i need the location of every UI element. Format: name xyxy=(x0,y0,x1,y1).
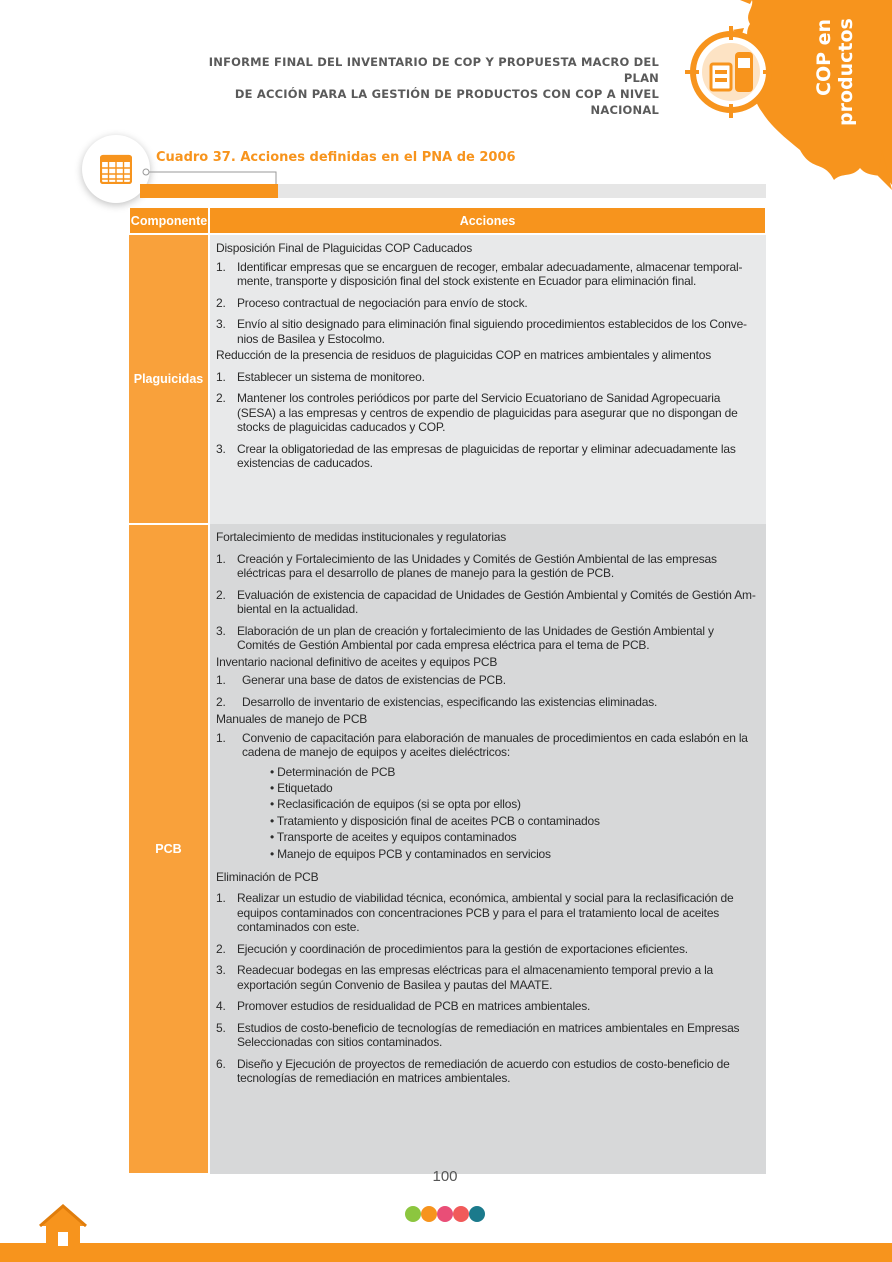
list-item: 1. Generar una base de datos de existencias de PCB. xyxy=(216,673,506,687)
bullet-item: • Tratamiento y disposición final de aceites PCB o contaminados xyxy=(270,813,600,828)
list-item: 2. Desarrollo de inventario de existencias, especificando las existencias eliminadas. xyxy=(216,694,658,709)
bullet-item: • Reclasificación de equipos (si se opta por ellos) xyxy=(270,797,521,812)
home-icon[interactable] xyxy=(38,1204,88,1246)
list-item: 3. Envío al sitio designado para eliminación final siguiendo procedimientos establecidos de los Conve-nios de Basilea y Estocolmo. xyxy=(216,317,747,346)
bullet-item: • Etiquetado xyxy=(270,780,333,795)
nav-dot xyxy=(453,1206,469,1222)
list-item: 5. Estudios de costo-beneficio de tecnologías de remediación en matrices ambientales en Empresas Seleccionadas con sitios contaminados. xyxy=(216,1020,740,1050)
list-item: 1. Establecer un sistema de monitoreo. xyxy=(216,369,425,384)
list-item: 2. Proceso contractual de negociación para envío de stock. xyxy=(216,295,528,310)
table-header-row xyxy=(129,208,766,234)
list-item: 1. Identificar empresas que se encarguen de recoger, embalar adecuadamente, almacenar temporal-mente, transporte y disposición final del stock existente en Ecuador para eliminación final. xyxy=(216,259,743,288)
section-title: Fortalecimiento de medidas institucionales y regulatorias xyxy=(216,530,507,544)
section-title: Reducción de la presencia de residuos de plaguicidas COP en matrices ambientales y alimentos xyxy=(216,348,711,362)
section-title: Inventario nacional definitivo de aceites y equipos PCB xyxy=(216,654,498,669)
nav-dot xyxy=(437,1206,453,1222)
list-item: 4. Promover estudios de residualidad de PCB en matrices ambientales. xyxy=(216,999,591,1014)
bullet-list xyxy=(270,764,758,862)
list-item: 2. Ejecución y coordinación de procedimientos para la gestión de exportaciones eficientes. xyxy=(216,941,688,956)
table-caption xyxy=(156,150,516,165)
nav-dot xyxy=(405,1206,421,1222)
nav-dot xyxy=(421,1206,437,1222)
list-item: 1. Convenio de capacitación para elaboración de manuales de procedimientos en cada eslabón en la cadena de manejo de equipos y aceites dieléctricos: xyxy=(216,730,748,759)
list-item: 3. Elaboración de un plan de creación y fortalecimiento de las Unidades de Gestión Ambiental y Comités de Gestión Ambiental por cada empresa eléctrica para el tema de PCB. xyxy=(216,623,714,652)
footer-bar xyxy=(0,1243,892,1262)
actions-cell xyxy=(209,524,766,1174)
calendar-icon xyxy=(100,154,132,184)
actions-table xyxy=(128,208,767,1175)
table-row xyxy=(129,524,766,1174)
list-item: 1. Realizar un estudio de viabilidad técnica, económica, ambiental y social para la reclasificación de equipos contaminados con concentraciones PCB y para el para el tratamiento local de aceites contaminados con este. xyxy=(216,891,734,935)
header-componente: Componente xyxy=(129,208,209,234)
cop-products-logo xyxy=(683,24,779,120)
report-header xyxy=(199,54,659,118)
section-title: Eliminación de PCB xyxy=(216,869,319,884)
side-label-line1: COP en xyxy=(813,18,835,96)
section-side-label xyxy=(806,18,864,128)
list-item: 6. Diseño y Ejecución de proyectos de remediación de acuerdo con estudios de costo-beneficio de tecnologías de remediación en matrices ambientales. xyxy=(216,1056,730,1086)
caption-number: Cuadro 37. xyxy=(156,150,236,165)
list-item: 3. Crear la obligatoriedad de las empresas de plaguicidas de reportar y eliminar adecuadamente las existencias de caducados. xyxy=(216,441,736,470)
header-line1: INFORME FINAL DEL INVENTARIO DE COP Y PROPUESTA MACRO DEL PLAN xyxy=(208,55,659,85)
section-title: Disposición Final de Plaguicidas COP Caducados xyxy=(216,241,473,255)
actions-cell xyxy=(209,234,766,524)
bullet-item: • Determinación de PCB xyxy=(270,764,396,779)
list-item: 3. Readecuar bodegas en las empresas eléctricas para el almacenamiento temporal previo a la exportación según Convenio de Basilea y pautas del MAATE. xyxy=(216,963,714,992)
component-cell: PCB xyxy=(129,524,209,1174)
page-number: 100 xyxy=(432,1168,458,1185)
connector-line xyxy=(142,166,282,186)
header-line2: DE ACCIÓN PARA LA GESTIÓN DE PRODUCTOS CON COP A NIVEL NACIONAL xyxy=(234,87,659,117)
bullet-item: • Manejo de equipos PCB y contaminados en servicios xyxy=(270,846,551,861)
table-row xyxy=(129,234,766,524)
header-acciones: Acciones xyxy=(209,208,766,234)
nav-dot xyxy=(469,1206,485,1222)
list-item: 1. Creación y Fortalecimiento de las Unidades y Comités de Gestión Ambiental de las empresas eléctricas para el desarrollo de planes de manejo para la gestión de PCB. xyxy=(216,551,717,580)
bullet-item: • Transporte de aceites y equipos contaminados xyxy=(270,830,517,845)
section-title: Manuales de manejo de PCB xyxy=(216,712,368,726)
side-label-line2: productos xyxy=(835,18,857,126)
component-cell: Plaguicidas xyxy=(129,234,209,524)
caption-bar-fill xyxy=(140,184,278,198)
list-item: 2. Evaluación de existencia de capacidad de Unidades de Gestión Ambiental y Comités de Gestión Am-biental en la actualidad. xyxy=(216,587,756,616)
list-item: 2. Mantener los controles periódicos por parte del Servicio Ecuatoriano de Sanidad Agropecuaria (SESA) a las empresas y centros de expendio de plaguicidas para asegurar que no dispongan de stocks de plaguicidas caducados y COP. xyxy=(216,391,738,434)
caption-title: Acciones definidas en el PNA de 2006 xyxy=(240,150,516,165)
